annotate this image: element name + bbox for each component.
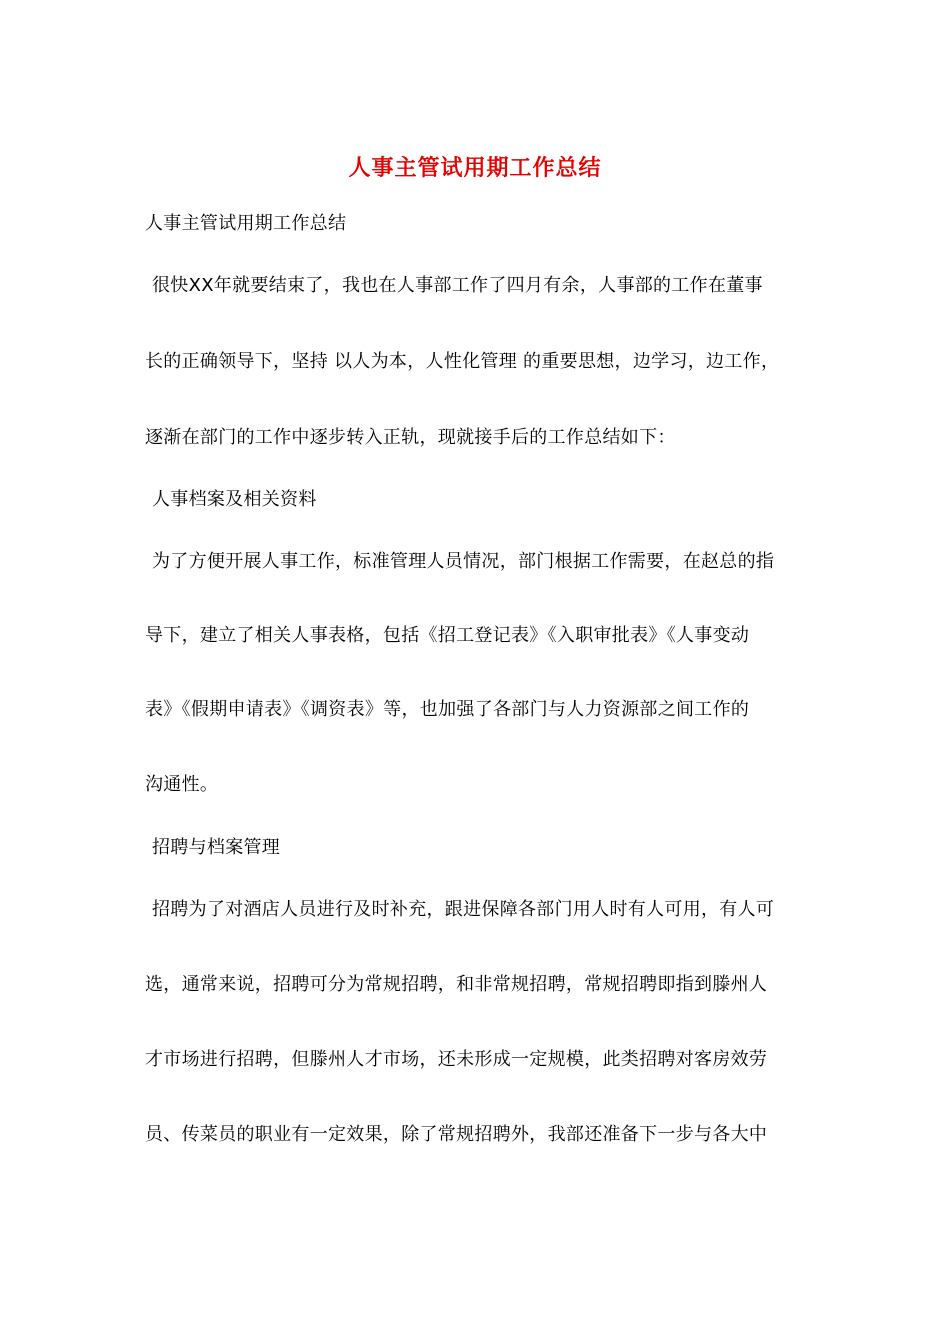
paragraph-line: 招聘为了对酒店人员进行及时补充，跟进保障各部门用人时有人可用，有人可 [152,899,775,920]
paragraph-line: 才市场进行招聘，但滕州人才市场，还未形成一定规模，此类招聘对客房效劳 [145,1049,768,1070]
paragraph-line: 逐渐在部门的工作中逐步转入正轨，现就接手后的工作总结如下： [145,427,676,448]
paragraph-line: 沟通性。 [145,774,219,795]
paragraph-line: 导下，建立了相关人事表格，包括《招工登记表》《入职审批表》《人事变动 [145,625,750,646]
paragraph-line: 为了方便开展人事工作，标准管理人员情况，部门根据工作需要，在赵总的指 [152,551,775,572]
document-title: 人事主管试用期工作总结 [348,155,602,181]
subtitle-line: 人事主管试用期工作总结 [145,213,347,234]
paragraph-line: 选，通常来说，招聘可分为常规招聘，和非常规招聘，常规招聘即指到滕州人 [145,974,768,995]
section-heading: 招聘与档案管理 [152,837,281,858]
paragraph-line: 员、传菜员的职业有一定效果，除了常规招聘外，我部还准备下一步与各大中 [145,1124,768,1145]
section-heading: 人事档案及相关资料 [152,489,317,510]
paragraph-line: 长的正确领导下，坚持 以人为本，人性化管理 的重要思想，边学习，边工作， [145,351,780,372]
paragraph-line: 很快XX年就要结束了，我也在人事部工作了四月有余，人事部的工作在董事 [152,275,763,296]
paragraph-line: 表》《假期申请表》《调资表》等，也加强了各部门与人力资源部之间工作的 [145,699,750,720]
